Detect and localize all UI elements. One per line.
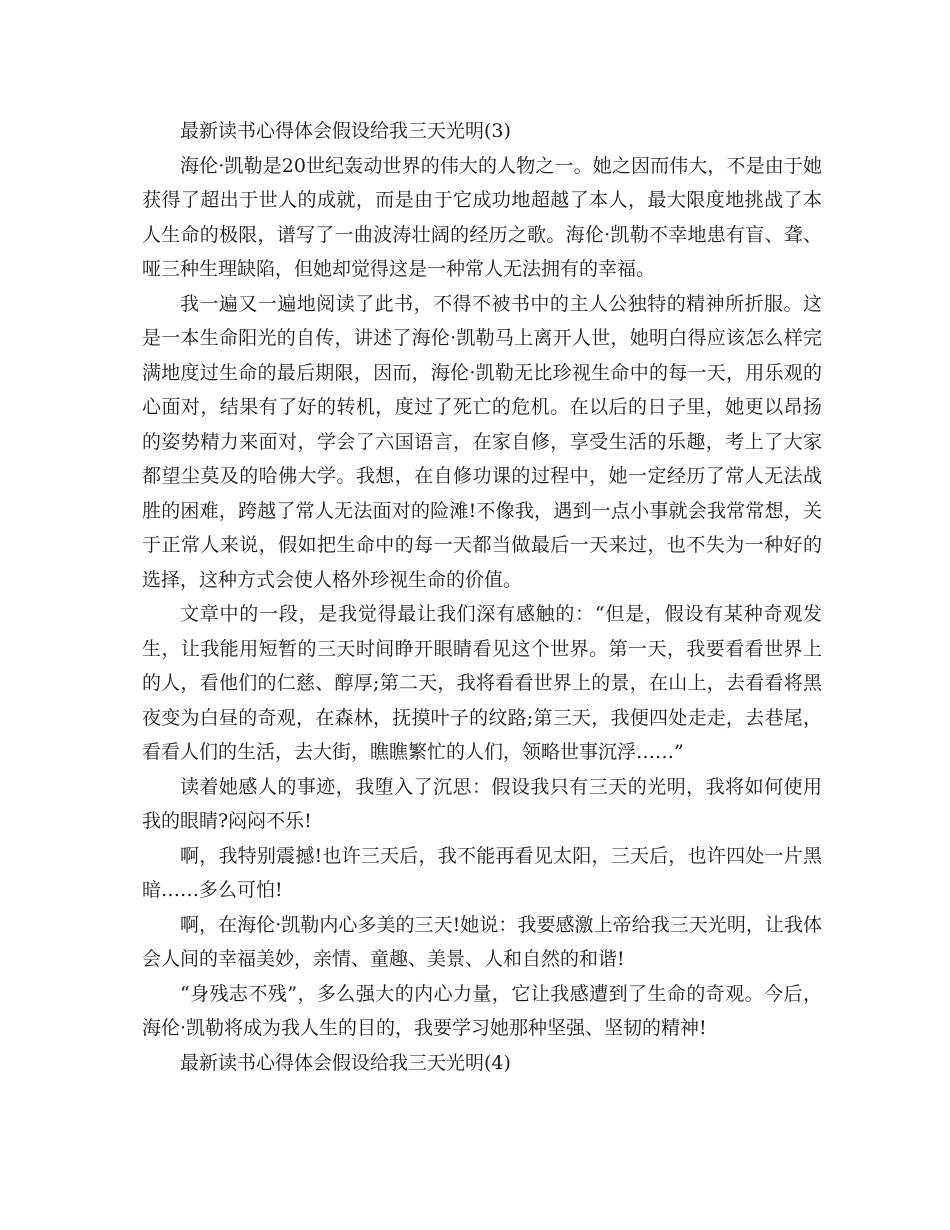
paragraph-3: 文章中的一段，是我觉得最让我们深有感触的：“但是，假设有某种奇观发生，让我能用短暂的三天时间睁开眼睛看见这个世界。第一天，我要看看世界上的人，看他们的仁慈、醇厚;第二天，我将看看世界上的景，在山上，去看看将黑夜变为白昼的奇观，在森林，抚摸叶子的纹路;第三天，我便四处走走，去巷尾，看看人们的生活，去大街，瞧瞧繁忙的人们，领略世事沉浮……” — [142, 603, 822, 763]
section-heading-4: 最新读书心得体会假设给我三天光明(4) — [180, 1051, 511, 1074]
document-body — [142, 114, 822, 1080]
paragraph-1: 海伦·凯勒是20世纪轰动世界的伟大的人物之一。她之因而伟大，不是由于她获得了超出于世人的成就，而是由于它成功地超越了本人，最大限度地挑战了本人生命的极限，谱写了一曲波涛壮阔的经历之歌。海伦·凯勒不幸地患有盲、聋、哑三种生理缺陷，但她却觉得这是一种常人无法拥有的幸福。 — [142, 154, 822, 280]
section-heading-3: 最新读书心得体会假设给我三天光明(3) — [180, 120, 511, 142]
paragraph-5: 啊，我特别震撼!也许三天后，我不能再看见太阳，三天后，也许四处一片黑暗……多么可怕! — [142, 844, 822, 901]
paragraph-6: 啊，在海伦·凯勒内心多美的三天!她说：我要感激上帝给我三天光明，让我体会人间的幸福美妙，亲情、童趣、美景、人和自然的和谐! — [142, 913, 822, 970]
paragraph-2: 我一遍又一遍地阅读了此书，不得不被书中的主人公独特的精神所折服。这是一本生命阳光的自传，讲述了海伦·凯勒马上离开人世，她明白得应该怎么样完满地度过生命的最后期限，因而，海伦·凯勒无比珍视生命中的每一天，用乐观的心面对，结果有了好的转机，度过了死亡的危机。在以后的日子里，她更以昂扬的姿势精力来面对，学会了六国语言，在家自修，享受生活的乐趣，考上了大家都望尘莫及的哈佛大学。我想，在自修功课的过程中，她一定经历了常人无法战胜的困难，跨越了常人无法面对的险滩!不像我，遇到一点小事就会我常常想，关于正常人来说，假如把生命中的每一天都当做最后一天来过，也不失为一种好的选择，这种方式会使人格外珍视生命的价值。 — [142, 292, 822, 591]
paragraph-4: 读着她感人的事迹，我堕入了沉思：假设我只有三天的光明，我将如何使用我的眼睛?闷闷不乐! — [142, 775, 822, 832]
paragraph-7: “身残志不残”，多么强大的内心力量，它让我感遭到了生命的奇观。今后，海伦·凯勒将成为我人生的目的，我要学习她那种坚强、坚韧的精神! — [142, 982, 822, 1039]
